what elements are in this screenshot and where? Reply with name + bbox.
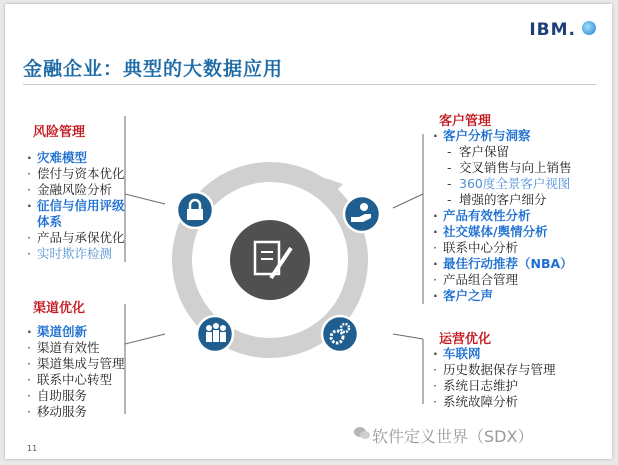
- list-item: · 征信与信用评级: [27, 198, 125, 214]
- list-item: · 产品与承保优化: [27, 230, 125, 246]
- customer-heading: 客户管理: [439, 114, 492, 129]
- list-item: · 客户之声: [433, 288, 573, 304]
- channel-list: [27, 324, 125, 420]
- risk-list: [27, 150, 125, 262]
- list-item: · 联系中心转型: [27, 372, 125, 388]
- list-item: · 系统日志维护: [433, 378, 556, 394]
- list-item: · 产品组合管理: [433, 272, 573, 288]
- list-item: · 灾难模型: [27, 150, 125, 166]
- list-item: · 最佳行动推荐（NBA）: [433, 256, 573, 272]
- gears-icon: [322, 316, 358, 352]
- lock-icon: [177, 192, 213, 228]
- list-item: · 车联网: [433, 346, 556, 362]
- channel-heading: 渠道优化: [33, 301, 86, 316]
- list-item: · 实时欺诈检测: [27, 246, 125, 262]
- list-item: · 渠道集成与管理: [27, 356, 125, 372]
- list-item: · 历史数据保存与管理: [433, 362, 556, 378]
- wechat-icon: [354, 426, 370, 440]
- list-item: · 联系中心分析: [433, 240, 573, 256]
- ibm-logo: IBM.: [529, 20, 576, 40]
- list-item: - 360度全景客户视图: [433, 176, 573, 192]
- hand-with-coin-icon: [344, 196, 380, 232]
- people-group-icon: [197, 316, 233, 352]
- list-item: · 渠道有效性: [27, 340, 125, 356]
- list-item: - 增强的客户细分: [433, 192, 573, 208]
- operations-heading: 运营优化: [439, 332, 492, 347]
- list-item: · 客户分析与洞察: [433, 128, 573, 144]
- list-item: 体系: [37, 214, 63, 229]
- connector-customer-link: [393, 194, 423, 208]
- slide: [5, 4, 612, 459]
- list-item: - 交叉销售与向上销售: [433, 160, 573, 176]
- list-item: · 社交媒体/舆情分析: [433, 224, 573, 240]
- list-item: · 移动服务: [27, 404, 125, 420]
- connector-channel-link: [125, 334, 165, 344]
- page-number: 11: [27, 444, 38, 453]
- list-item: · 系统故障分析: [433, 394, 556, 410]
- connector-risk-link: [125, 194, 165, 204]
- list-item: · 偿付与资本优化: [27, 166, 125, 182]
- page-title: 金融企业：典型的大数据应用: [23, 58, 284, 80]
- list-item: · 渠道创新: [27, 324, 125, 340]
- list-item: · 产品有效性分析: [433, 208, 573, 224]
- list-item: · 自助服务: [27, 388, 125, 404]
- watermark: 软件定义世界（SDX）: [372, 427, 534, 446]
- list-item: - 客户保留: [433, 144, 573, 160]
- list-item: · 金融风险分析: [27, 182, 125, 198]
- customer-list: [433, 128, 573, 304]
- operations-list: [433, 346, 556, 410]
- risk-heading: 风险管理: [33, 125, 86, 140]
- connector-operations-link: [393, 334, 423, 339]
